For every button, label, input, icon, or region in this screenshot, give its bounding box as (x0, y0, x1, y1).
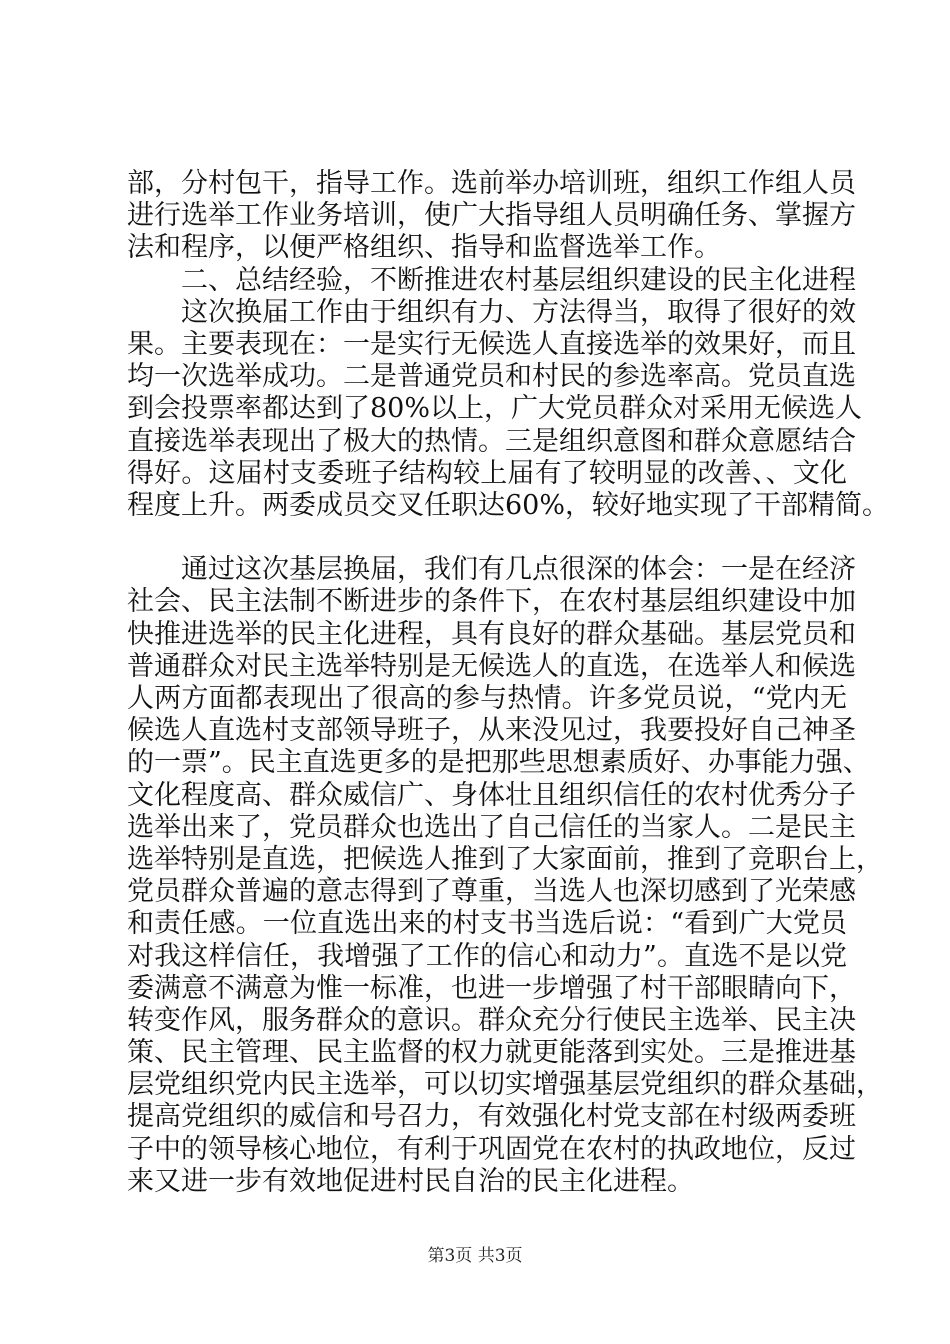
paragraph-2 (127, 296, 890, 522)
text-line: 这次换届工作由于组织有力、方法得当，取得了很好的效 (181, 296, 856, 328)
text-line: 的一票”。民主直选更多的是把那些思想素质好、办事能力强、 (127, 747, 870, 779)
text-line: 转变作风，服务群众的意识。群众充分行使民主选举、民主决 (127, 1004, 856, 1036)
text-line: 社会、民主法制不断进步的条件下，在农村基层组织建设中加 (127, 586, 856, 618)
text-line: 委满意不满意为惟一标准，也进一步增强了村干部眼睛向下， (127, 972, 856, 1004)
text-line: 策、民主管理、民主监督的权力就更能落到实处。三是推进基 (127, 1037, 856, 1069)
text-line: 选举出来了，党员群众也选出了自己信任的当家人。二是民主 (127, 811, 856, 843)
text-line: 直接选举表现出了极大的热情。三是组织意图和群众意愿结合 (127, 425, 856, 457)
text-line: 均一次选举成功。二是普通党员和村民的参选率高。党员直选 (127, 361, 856, 393)
text-line: 层党组织党内民主选举，可以切实增强基层党组织的群众基础， (127, 1069, 883, 1101)
paragraph-3 (127, 554, 883, 1198)
text-line: 部，分村包干，指导工作。选前举办培训班，组织工作组人员 (127, 168, 856, 199)
text-line: 程度上升。两委成员交叉任职达60%，较好地实现了干部精简。 (127, 489, 890, 521)
text-line: 通过这次基层换届，我们有几点很深的体会：一是在经济 (181, 554, 856, 586)
section-heading: 二、总结经验，不断推进农村基层组织建设的民主化进程 (181, 264, 856, 296)
paragraph-gap (127, 522, 847, 554)
text-line: 对我这样信任，我增强了工作的信心和动力”。直选不是以党 (127, 940, 847, 972)
text-line: 人两方面都表现出了很高的参与热情。许多党员说，“党内无 (127, 683, 847, 714)
paragraph-1 (127, 168, 856, 265)
text-line: 普通群众对民主选举特别是无候选人的直选，在选举人和候选 (127, 650, 856, 682)
text-line: 文化程度高、群众威信广、身体壮且组织信任的农村优秀分子 (127, 779, 856, 811)
text-line: 果。主要表现在：一是实行无候选人直接选举的效果好，而且 (127, 328, 856, 360)
document-body (127, 168, 890, 1198)
text-line: 子中的领导核心地位，有利于巩固党在农村的执政地位，反过 (127, 1133, 856, 1165)
text-line: 进行选举工作业务培训，使广大指导组人员明确任务、掌握方 (127, 200, 856, 232)
text-line: 来又进一步有效地促进村民自治的民主化进程。 (127, 1165, 694, 1197)
text-line: 快推进选举的民主化进程，具有良好的群众基础。基层党员和 (127, 618, 856, 650)
page-number: 第3页 共3页 (427, 1246, 523, 1266)
text-line: 党员群众普遍的意志得到了尊重，当选人也深切感到了光荣感 (127, 876, 856, 908)
text-line: 选举特别是直选，把候选人推到了大家面前，推到了竞职台上， (127, 843, 883, 875)
text-line: 到会投票率都达到了80%以上，广大党员群众对采用无候选人 (127, 393, 863, 425)
text-line: 法和程序，以便严格组织、指导和监督选举工作。 (127, 232, 721, 264)
text-line: 和责任感。一位直选出来的村支书当选后说：“看到广大党员 (127, 908, 847, 940)
text-line: 得好。这届村支委班子结构较上届有了较明显的改善、、文化 (127, 457, 847, 489)
text-line: 提高党组织的威信和号召力，有效强化村党支部在村级两委班 (127, 1101, 856, 1133)
text-line: 候选人直选村支部领导班子，从来没见过，我要投好自己神圣 (127, 715, 856, 747)
